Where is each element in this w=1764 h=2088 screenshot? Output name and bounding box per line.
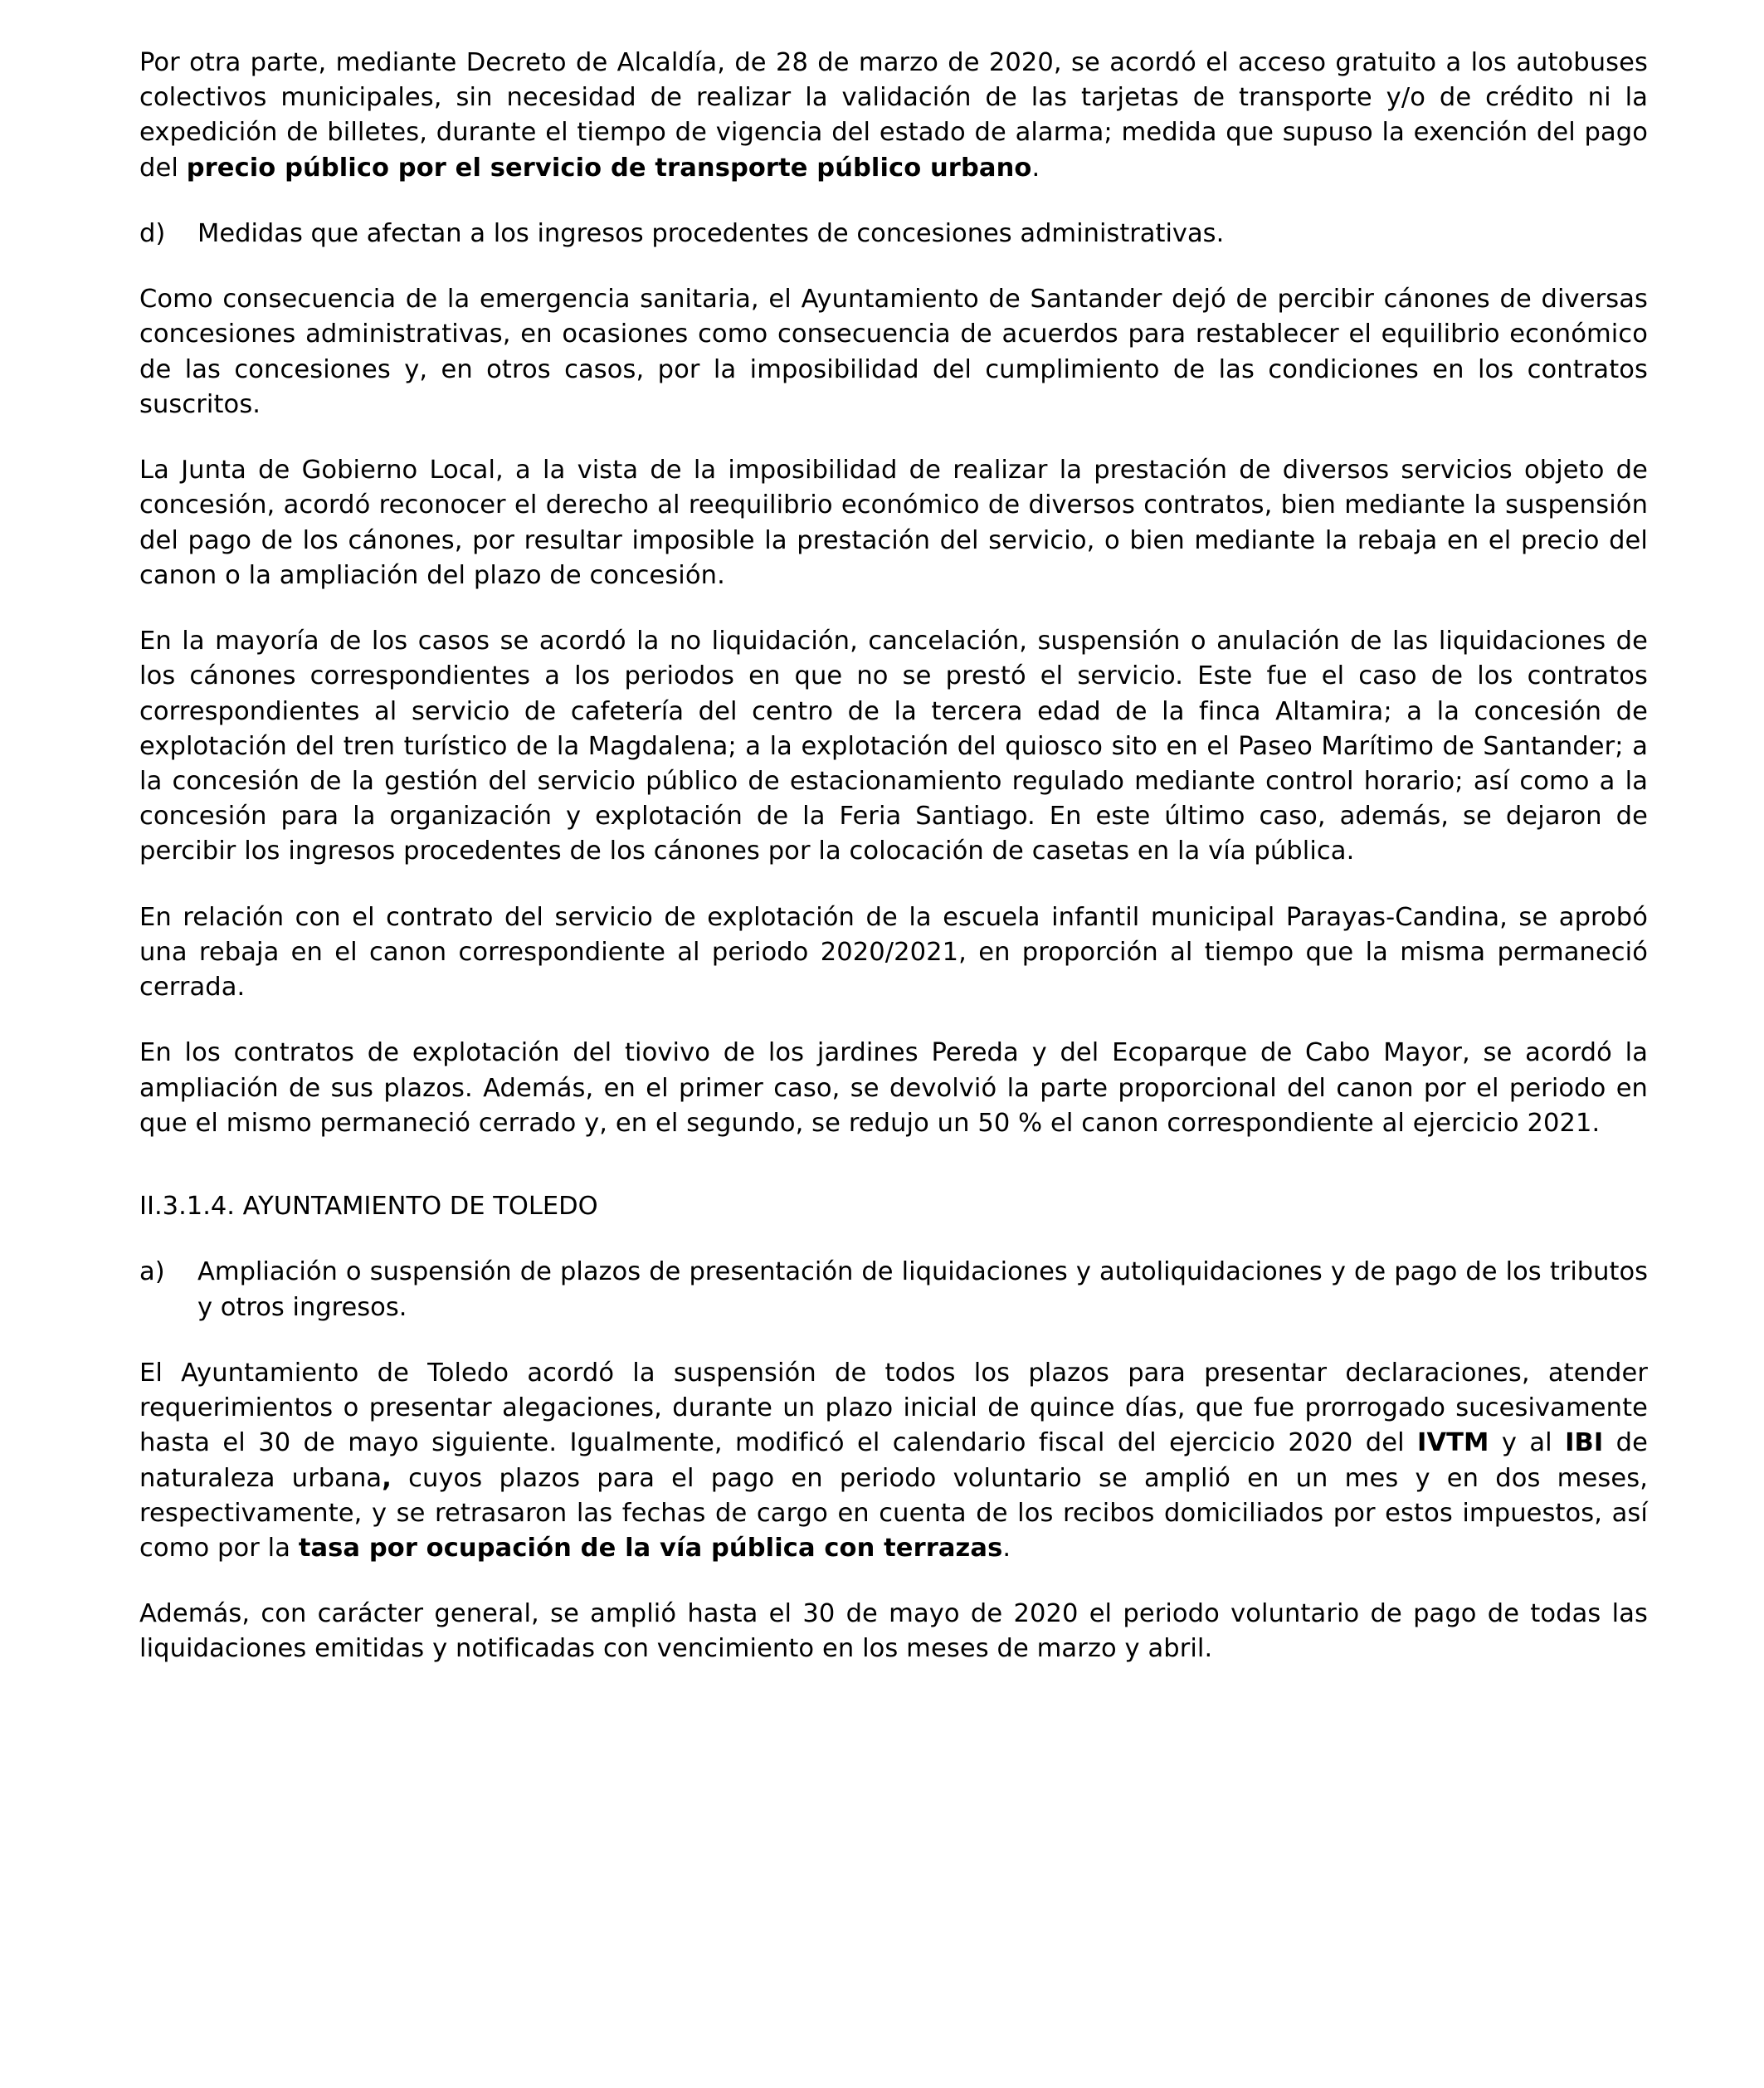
- bold-text-run: IVTM: [1417, 1428, 1489, 1458]
- paragraph: [139, 1356, 1648, 1566]
- list-item: [139, 1255, 1648, 1325]
- text-run: cuyos plazos para el pago en periodo voluntario se amplió en un mes y en dos meses, respectivamente, y se retrasaron las fechas de cargo en cuenta de los recibos domiciliados por estos impuestos, así como por la: [139, 1463, 1648, 1563]
- text-run: En los contratos de explotación del tiovivo de los jardines Pereda y del Ecoparque de Cabo Mayor, se acordó la ampliación de sus plazos. Además, en el primer caso, se devolvió la parte proporcional del canon por el periodo en que el mismo permaneció cerrado y, en el segundo, se redujo un 50 % el canon correspondiente al ejercicio 2021.: [139, 1038, 1648, 1138]
- bold-text-run: IBI: [1565, 1428, 1604, 1458]
- paragraph: [139, 900, 1648, 1006]
- text-run: El Ayuntamiento de Toledo acordó la suspensión de todos los plazos para presentar declaraciones, atender requerimientos o presentar alegaciones, durante un plazo inicial de quince días, que fue prorrogado sucesivamente hasta el 30 de mayo siguiente. Igualmente, modificó el calendario fiscal del ejercicio 2020 del: [139, 1358, 1648, 1458]
- paragraph: [139, 453, 1648, 593]
- bold-text-run: tasa por ocupación de la vía pública con terrazas: [298, 1533, 1003, 1563]
- list-item: [139, 217, 1648, 251]
- text-run: Además, con carácter general, se amplió hasta el 30 de mayo de 2020 el periodo voluntario de pago de todas las liquidaciones emitidas y notificadas con vencimiento en los meses de marzo y abril.: [139, 1599, 1648, 1664]
- paragraph: [139, 1036, 1648, 1141]
- text-run: .: [1031, 153, 1040, 183]
- bold-text-run: ,: [382, 1463, 392, 1493]
- text-run: En la mayoría de los casos se acordó la no liquidación, cancelación, suspensión o anulación de las liquidaciones de los cánones correspondientes a los periodos en que no se prestó el servicio. Este fue el caso de los contratos correspondientes al servicio de cafetería del centro de la tercera edad de la finca Altamira; a la concesión de explotación del tren turístico de la Magdalena; a la explotación del quiosco sito en el Paseo Marítimo de Santander; a la concesión de la gestión del servicio público de estacionamiento regulado mediante control horario; así como a la concesión para la organización y explotación de la Feria Santiago. En este último caso, además, se dejaron de percibir los ingresos procedentes de los cánones por la colocación de casetas en la vía pública.: [139, 627, 1648, 866]
- paragraph: [139, 624, 1648, 870]
- bold-text-run: precio público por el servicio de transporte público urbano: [186, 153, 1032, 183]
- paragraph: [139, 1597, 1648, 1666]
- text-run: La Junta de Gobierno Local, a la vista de la imposibilidad de realizar la prestación de diversos servicios objeto de concesión, acordó reconocer el derecho al reequilibrio económico de diversos contratos, bien mediante la suspensión del pago de los cánones, por resultar imposible la prestación del servicio, o bien mediante la rebaja en el precio del canon o la ampliación del plazo de concesión.: [139, 456, 1648, 590]
- text-run: de naturaleza urbana: [139, 1428, 1649, 1493]
- text-run: Medidas que afectan a los ingresos procedentes de concesiones administrativas.: [197, 218, 1225, 248]
- list-item-marker: a): [139, 1257, 165, 1287]
- paragraph: [139, 46, 1648, 186]
- text-run: y al: [1489, 1428, 1566, 1458]
- document-body: [139, 46, 1648, 1667]
- text-run: II.3.1.4. AYUNTAMIENTO DE TOLEDO: [139, 1192, 598, 1222]
- text-run: En relación con el contrato del servicio de explotación de la escuela infantil municipal Parayas-Candina, se aprobó una rebaja en el canon correspondiente al periodo 2020/2021, en proporción al tiempo que la misma permaneció cerrada.: [139, 902, 1648, 1003]
- text-run: Como consecuencia de la emergencia sanitaria, el Ayuntamiento de Santander dejó de percibir cánones de diversas concesiones administrativas, en ocasiones como consecuencia de acuerdos para restablecer el equilibrio económico de las concesiones y, en otros casos, por la imposibilidad del cumplimiento de las condiciones en los contratos suscritos.: [139, 285, 1648, 419]
- text-run: Ampliación o suspensión de plazos de presentación de liquidaciones y autoliquidaciones y de pago de los tributos y otros ingresos.: [197, 1257, 1648, 1322]
- list-item-marker: d): [139, 218, 166, 248]
- section-heading: [139, 1189, 1648, 1224]
- paragraph: [139, 282, 1648, 422]
- list-item-text: [197, 217, 1648, 251]
- text-run: .: [1002, 1533, 1011, 1563]
- list-item-text: [197, 1255, 1648, 1325]
- text-run: Por otra parte, mediante Decreto de Alcaldía, de 28 de marzo de 2020, se acordó el acceso gratuito a los autobuses colectivos municipales, sin necesidad de realizar la validación de las tarjetas de transporte y/o de crédito ni la expedición de billetes, durante el tiempo de vigencia del estado de alarma; medida que supuso la exención del pago del: [139, 48, 1648, 183]
